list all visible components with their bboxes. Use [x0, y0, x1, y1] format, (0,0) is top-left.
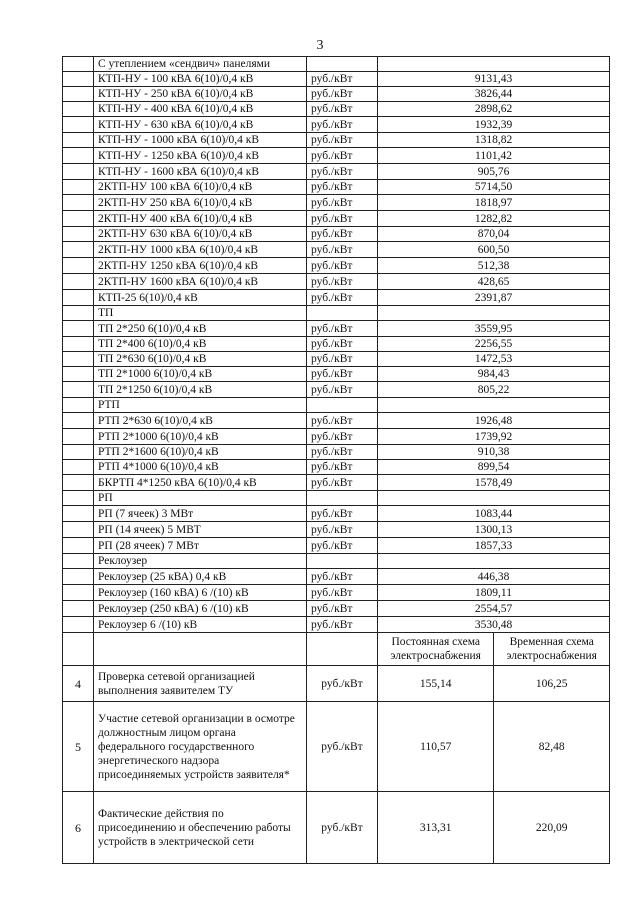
- table-row: [63, 72, 610, 87]
- item-name-cell: РТП: [94, 398, 307, 413]
- unit-cell: [307, 306, 378, 321]
- tariff-table: [62, 56, 610, 864]
- table-row: [63, 702, 610, 792]
- unit-cell: руб./кВт: [307, 792, 378, 864]
- unit-cell: руб./кВт: [307, 413, 378, 429]
- value-cell: 1578,49: [378, 475, 610, 491]
- table-row: [63, 382, 610, 398]
- unit-cell: руб./кВт: [307, 702, 378, 792]
- row-number-cell: [63, 506, 94, 522]
- row-number-cell: [63, 491, 94, 506]
- row-number-cell: [63, 429, 94, 445]
- item-name-cell: Реклоузер 6 /(10) кВ: [94, 617, 307, 633]
- row-number-cell: [63, 445, 94, 460]
- value-cell: 512,38: [378, 258, 610, 274]
- table-row: [63, 429, 610, 445]
- unit-cell: руб./кВт: [307, 666, 378, 702]
- temporary-value-cell: 106,25: [494, 666, 610, 702]
- value-cell: 805,22: [378, 382, 610, 398]
- item-name-cell: РП: [94, 491, 307, 506]
- item-name-cell: 2КТП-НУ 250 кВА 6(10)/0,4 кВ: [94, 195, 307, 211]
- row-number-cell: [63, 337, 94, 352]
- table-row: [63, 792, 610, 864]
- unit-cell: руб./кВт: [307, 367, 378, 382]
- unit-cell: [307, 398, 378, 413]
- row-number-cell: [63, 398, 94, 413]
- item-name-cell: Участие сетевой организации в осмотре должностным лицом органа федерального государственного энергетического надзора присоединяемых устройств заявителя*: [94, 702, 307, 792]
- item-name-cell: ТП 2*400 6(10)/0,4 кВ: [94, 337, 307, 352]
- item-name-cell: КТП-НУ - 400 кВА 6(10)/0,4 кВ: [94, 102, 307, 117]
- unit-cell: руб./кВт: [307, 352, 378, 367]
- item-name-cell: Реклоузер (160 кВА) 6 /(10) кВ: [94, 585, 307, 601]
- item-name-cell: ТП 2*250 6(10)/0,4 кВ: [94, 321, 307, 337]
- item-name-cell: КТП-25 6(10)/0,4 кВ: [94, 290, 307, 306]
- value-cell: 905,76: [378, 164, 610, 180]
- item-name-cell: Проверка сетевой организацией выполнения заявителем ТУ: [94, 666, 307, 702]
- value-cell: 1472,53: [378, 352, 610, 367]
- table-row: [63, 460, 610, 475]
- table-row: [63, 274, 610, 290]
- value-cell: 984,43: [378, 367, 610, 382]
- table-row: [63, 398, 610, 413]
- row-number-cell: [63, 601, 94, 617]
- item-name-cell: 2КТП-НУ 1600 кВА 6(10)/0,4 кВ: [94, 274, 307, 290]
- item-name-cell: РТП 2*1000 6(10)/0,4 кВ: [94, 429, 307, 445]
- unit-cell: руб./кВт: [307, 445, 378, 460]
- value-cell: 1300,13: [378, 522, 610, 538]
- item-name-cell: 2КТП-НУ 1000 кВА 6(10)/0,4 кВ: [94, 242, 307, 258]
- value-cell: 1318,82: [378, 133, 610, 148]
- item-name-cell: ТП 2*630 6(10)/0,4 кВ: [94, 352, 307, 367]
- table-row: [63, 475, 610, 491]
- value-cell: [378, 57, 610, 72]
- unit-cell: руб./кВт: [307, 258, 378, 274]
- item-name-cell: КТП-НУ - 1600 кВА 6(10)/0,4 кВ: [94, 164, 307, 180]
- row-number-cell: [63, 180, 94, 195]
- value-cell: 428,65: [378, 274, 610, 290]
- table-row: [63, 617, 610, 633]
- unit-cell: руб./кВт: [307, 148, 378, 164]
- item-name-cell: РП (14 ячеек) 5 МВТ: [94, 522, 307, 538]
- item-name-cell: РП (7 ячеек) 3 МВт: [94, 506, 307, 522]
- row-number-cell: [63, 57, 94, 72]
- unit-cell: руб./кВт: [307, 180, 378, 195]
- item-name-cell: 2КТП-НУ 100 кВА 6(10)/0,4 кВ: [94, 180, 307, 195]
- unit-cell: руб./кВт: [307, 585, 378, 601]
- row-number-cell: [63, 290, 94, 306]
- unit-cell: руб./кВт: [307, 164, 378, 180]
- table-row: [63, 522, 610, 538]
- table-row: [63, 337, 610, 352]
- item-name-cell: ТП 2*1000 6(10)/0,4 кВ: [94, 367, 307, 382]
- row-number-cell: [63, 117, 94, 133]
- table-row: [63, 211, 610, 227]
- item-name-cell: 2КТП-НУ 630 кВА 6(10)/0,4 кВ: [94, 227, 307, 242]
- unit-cell: [307, 491, 378, 506]
- empty-cell: [94, 633, 307, 666]
- row-number-cell: [63, 321, 94, 337]
- value-cell: [378, 554, 610, 569]
- item-name-cell: РП (28 ячеек) 7 МВт: [94, 538, 307, 554]
- row-number-cell: [63, 133, 94, 148]
- item-name-cell: КТП-НУ - 1250 кВА 6(10)/0,4 кВ: [94, 148, 307, 164]
- value-cell: 910,38: [378, 445, 610, 460]
- item-name-cell: КТП-НУ - 1000 кВА 6(10)/0,4 кВ: [94, 133, 307, 148]
- value-cell: 1101,42: [378, 148, 610, 164]
- row-number-cell: [63, 242, 94, 258]
- table-row: [63, 413, 610, 429]
- table-row: [63, 538, 610, 554]
- unit-cell: руб./кВт: [307, 522, 378, 538]
- value-cell: 5714,50: [378, 180, 610, 195]
- value-cell: [378, 306, 610, 321]
- table-row: [63, 180, 610, 195]
- table-row: [63, 554, 610, 569]
- table-row: [63, 258, 610, 274]
- page-number: 3: [316, 38, 324, 53]
- item-name-cell: БКРТП 4*1250 кВА 6(10)/0,4 кВ: [94, 475, 307, 491]
- row-number-cell: [63, 72, 94, 87]
- value-cell: 2898,62: [378, 102, 610, 117]
- value-cell: 1926,48: [378, 413, 610, 429]
- row-number-cell: [63, 538, 94, 554]
- value-cell: 600,50: [378, 242, 610, 258]
- unit-cell: руб./кВт: [307, 290, 378, 306]
- unit-cell: руб./кВт: [307, 133, 378, 148]
- table-row: [63, 164, 610, 180]
- value-cell: [378, 398, 610, 413]
- scheme-header-row: [63, 633, 610, 666]
- table-row: [63, 445, 610, 460]
- value-cell: 3559,95: [378, 321, 610, 337]
- table-row: [63, 133, 610, 148]
- value-cell: 1932,39: [378, 117, 610, 133]
- item-name-cell: Реклоузер (25 кВА) 0,4 кВ: [94, 569, 307, 585]
- table-row: [63, 306, 610, 321]
- empty-cell: [307, 633, 378, 666]
- unit-cell: руб./кВт: [307, 87, 378, 102]
- unit-cell: руб./кВт: [307, 227, 378, 242]
- value-cell: 1857,33: [378, 538, 610, 554]
- table-row: [63, 242, 610, 258]
- item-name-cell: Фактические действия по присоединению и обеспечению работы устройств в электрической сети: [94, 792, 307, 864]
- row-number-cell: [63, 352, 94, 367]
- temporary-scheme-header: Временная схема электроснабжения: [494, 633, 610, 666]
- unit-cell: [307, 57, 378, 72]
- table-row: [63, 601, 610, 617]
- row-number-cell: [63, 554, 94, 569]
- table-row: [63, 585, 610, 601]
- table-row: [63, 195, 610, 211]
- row-number-cell: [63, 258, 94, 274]
- item-name-cell: РТП 2*630 6(10)/0,4 кВ: [94, 413, 307, 429]
- unit-cell: руб./кВт: [307, 475, 378, 491]
- temporary-value-cell: 220,09: [494, 792, 610, 864]
- value-cell: 3530,48: [378, 617, 610, 633]
- row-number-cell: [63, 522, 94, 538]
- unit-cell: руб./кВт: [307, 429, 378, 445]
- row-number-cell: 4: [63, 666, 94, 702]
- permanent-value-cell: 155,14: [378, 666, 494, 702]
- permanent-value-cell: 313,31: [378, 792, 494, 864]
- row-number-cell: [63, 164, 94, 180]
- row-number-cell: [63, 306, 94, 321]
- table-row: [63, 290, 610, 306]
- value-cell: 1083,44: [378, 506, 610, 522]
- permanent-value-cell: 110,57: [378, 702, 494, 792]
- item-name-cell: ТП: [94, 306, 307, 321]
- value-cell: 1739,92: [378, 429, 610, 445]
- value-cell: 9131,43: [378, 72, 610, 87]
- value-cell: 1818,97: [378, 195, 610, 211]
- unit-cell: руб./кВт: [307, 538, 378, 554]
- row-number-cell: 5: [63, 702, 94, 792]
- row-number-cell: [63, 617, 94, 633]
- row-number-cell: [63, 460, 94, 475]
- value-cell: 3826,44: [378, 87, 610, 102]
- row-number-cell: [63, 148, 94, 164]
- unit-cell: руб./кВт: [307, 569, 378, 585]
- value-cell: 1809,11: [378, 585, 610, 601]
- item-name-cell: 2КТП-НУ 1250 кВА 6(10)/0,4 кВ: [94, 258, 307, 274]
- unit-cell: руб./кВт: [307, 506, 378, 522]
- table-row: [63, 87, 610, 102]
- temporary-value-cell: 82,48: [494, 702, 610, 792]
- table-row: [63, 506, 610, 522]
- table-row: [63, 57, 610, 72]
- row-number-cell: [63, 227, 94, 242]
- unit-cell: руб./кВт: [307, 617, 378, 633]
- row-number-cell: [63, 274, 94, 290]
- table-row: [63, 491, 610, 506]
- unit-cell: руб./кВт: [307, 274, 378, 290]
- unit-cell: руб./кВт: [307, 195, 378, 211]
- row-number-cell: [63, 102, 94, 117]
- item-name-cell: 2КТП-НУ 400 кВА 6(10)/0,4 кВ: [94, 211, 307, 227]
- item-name-cell: Реклоузер: [94, 554, 307, 569]
- row-number-cell: [63, 475, 94, 491]
- unit-cell: руб./кВт: [307, 102, 378, 117]
- unit-cell: [307, 554, 378, 569]
- table-row: [63, 352, 610, 367]
- unit-cell: руб./кВт: [307, 601, 378, 617]
- value-cell: 870,04: [378, 227, 610, 242]
- value-cell: 1282,82: [378, 211, 610, 227]
- item-name-cell: РТП 2*1600 6(10)/0,4 кВ: [94, 445, 307, 460]
- value-cell: 2256,55: [378, 337, 610, 352]
- table-row: [63, 321, 610, 337]
- item-name-cell: С утеплением «сендвич» панелями: [94, 57, 307, 72]
- unit-cell: руб./кВт: [307, 382, 378, 398]
- table-row: [63, 666, 610, 702]
- item-name-cell: КТП-НУ - 250 кВА 6(10)/0,4 кВ: [94, 87, 307, 102]
- unit-cell: руб./кВт: [307, 321, 378, 337]
- unit-cell: руб./кВт: [307, 460, 378, 475]
- row-number-cell: [63, 87, 94, 102]
- row-number-cell: [63, 569, 94, 585]
- item-name-cell: РТП 4*1000 6(10)/0,4 кВ: [94, 460, 307, 475]
- permanent-scheme-header: Постоянная схема электроснабжения: [378, 633, 494, 666]
- row-number-cell: [63, 585, 94, 601]
- value-cell: 2554,57: [378, 601, 610, 617]
- row-number-cell: [63, 413, 94, 429]
- table-row: [63, 117, 610, 133]
- table-row: [63, 367, 610, 382]
- unit-cell: руб./кВт: [307, 211, 378, 227]
- item-name-cell: КТП-НУ - 100 кВА 6(10)/0,4 кВ: [94, 72, 307, 87]
- table-row: [63, 227, 610, 242]
- empty-cell: [63, 633, 94, 666]
- row-number-cell: [63, 195, 94, 211]
- unit-cell: руб./кВт: [307, 117, 378, 133]
- unit-cell: руб./кВт: [307, 337, 378, 352]
- item-name-cell: ТП 2*1250 6(10)/0,4 кВ: [94, 382, 307, 398]
- unit-cell: руб./кВт: [307, 242, 378, 258]
- value-cell: 899,54: [378, 460, 610, 475]
- item-name-cell: Реклоузер (250 кВА) 6 /(10) кВ: [94, 601, 307, 617]
- table-row: [63, 148, 610, 164]
- table-row: [63, 569, 610, 585]
- item-name-cell: КТП-НУ - 630 кВА 6(10)/0,4 кВ: [94, 117, 307, 133]
- row-number-cell: [63, 367, 94, 382]
- row-number-cell: [63, 382, 94, 398]
- table-row: [63, 102, 610, 117]
- value-cell: [378, 491, 610, 506]
- unit-cell: руб./кВт: [307, 72, 378, 87]
- value-cell: 2391,87: [378, 290, 610, 306]
- row-number-cell: 6: [63, 792, 94, 864]
- row-number-cell: [63, 211, 94, 227]
- value-cell: 446,38: [378, 569, 610, 585]
